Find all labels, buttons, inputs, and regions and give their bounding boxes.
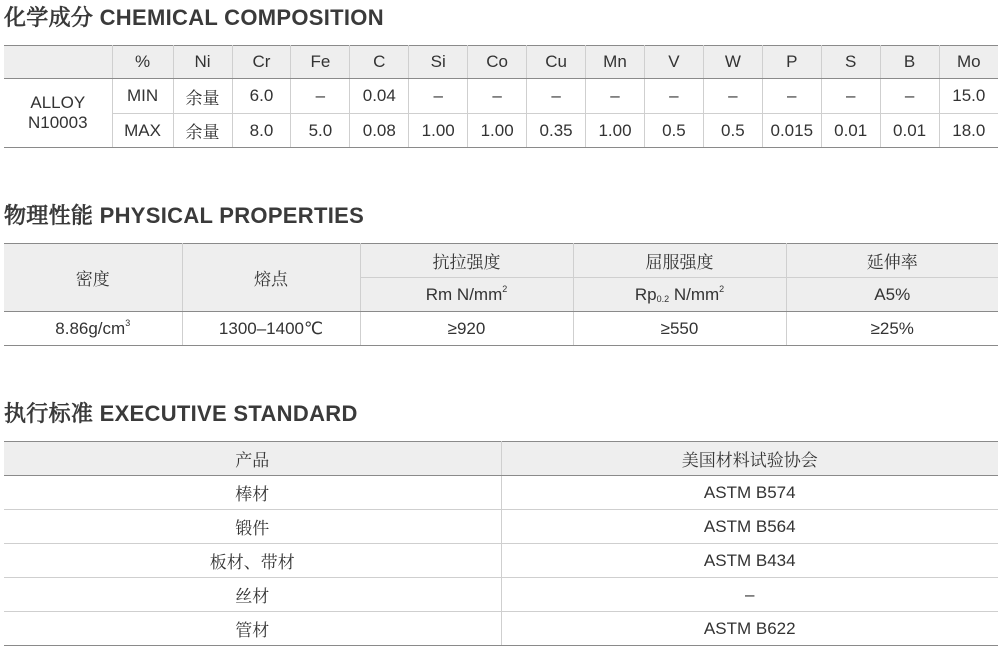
chemical-value-cell: – [409,79,468,114]
chemical-row-min [4,79,998,114]
chemical-value-cell: 余量 [173,79,232,114]
tensile-strength-header: 抗拉强度 [360,244,573,278]
melting-point-value: 1300–1400℃ [182,312,360,346]
elongation-header: 延伸率 [786,244,998,278]
product-cell: 板材、带材 [4,544,501,578]
standard-section-title: 执行标准 EXECUTIVE STANDARD [4,401,358,426]
chemical-value-cell: 0.01 [880,114,939,148]
chemical-header-cell: Mo [939,46,998,79]
chemical-value-cell: 0.04 [350,79,409,114]
standard-header-row [4,442,998,476]
chemical-header-cell: Si [409,46,468,79]
standard-column-header: 美国材料试验协会 [501,442,998,476]
chemical-value-cell: 5.0 [291,114,350,148]
chemical-header-cell: Cr [232,46,291,79]
chemical-row-max [4,114,998,148]
chemical-header-cell: W [703,46,762,79]
chemical-table [4,45,998,148]
chemical-value-cell: – [821,79,880,114]
chemical-value-cell: 0.35 [527,114,586,148]
chemical-value-cell: – [468,79,527,114]
chemical-value-cell: – [703,79,762,114]
yield-unit [573,278,786,312]
chemical-value-cell: 0.015 [762,114,821,148]
chemical-value-cell: – [586,79,645,114]
table-row [4,612,998,646]
melting-point-header: 熔点 [182,244,360,312]
chemical-header-cell: % [112,46,173,79]
density-value-text: 8.86g/cm [55,318,126,338]
chemical-value-cell: 0.01 [821,114,880,148]
elongation-unit: A5% [786,278,998,312]
chemical-header-cell: Mn [586,46,645,79]
standard-table [4,441,998,646]
physical-value-row [4,312,998,346]
alloy-line1: ALLOY [30,93,86,112]
standard-cell: ASTM B574 [501,476,998,510]
chemical-value-cell: 余量 [173,114,232,148]
chemical-header-cell: Fe [291,46,350,79]
physical-header-row [4,244,998,278]
row-label-min: MIN [112,79,173,114]
tensile-strength-value: ≥920 [360,312,573,346]
chemical-value-cell: 18.0 [939,114,998,148]
yield-strength-value: ≥550 [573,312,786,346]
yield-unit-sup: 2 [719,283,725,294]
chemical-value-cell: – [762,79,821,114]
chemical-value-cell: – [880,79,939,114]
standard-cell: ASTM B564 [501,510,998,544]
standard-cell: ASTM B434 [501,544,998,578]
product-cell: 锻件 [4,510,501,544]
chemical-value-cell: 1.00 [409,114,468,148]
chemical-section-title: 化学成分 CHEMICAL COMPOSITION [4,5,384,30]
tensile-unit-sup: 2 [502,283,508,294]
chemical-value-cell: 15.0 [939,79,998,114]
product-column-header: 产品 [4,442,501,476]
table-row [4,510,998,544]
chemical-header-cell: Cu [527,46,586,79]
elongation-value: ≥25% [786,312,998,346]
chemical-header-cell: C [350,46,409,79]
product-cell: 棒材 [4,476,501,510]
chemical-value-cell: – [291,79,350,114]
chemical-header-corner [4,46,112,79]
physical-section-title: 物理性能 PHYSICAL PROPERTIES [4,203,365,228]
standard-cell: ASTM B622 [501,612,998,646]
chemical-header-cell: V [644,46,703,79]
chemical-header-cell: P [762,46,821,79]
yield-strength-header: 屈服强度 [573,244,786,278]
table-row [4,544,998,578]
chemical-header-cell: Co [468,46,527,79]
standard-cell: – [501,578,998,612]
chemical-value-cell: 0.5 [644,114,703,148]
chemical-value-cell: – [644,79,703,114]
density-value [4,312,182,346]
chemical-header-cell: Ni [173,46,232,79]
chemical-value-cell: 0.5 [703,114,762,148]
physical-table [4,243,998,346]
chemical-value-cell: 0.08 [350,114,409,148]
tensile-unit [360,278,573,312]
chemical-header-row [4,46,998,79]
density-value-sup: 3 [125,317,131,328]
yield-unit-suffix: N/mm [669,284,720,304]
chemical-value-cell: 1.00 [468,114,527,148]
alloy-name-cell [4,79,112,148]
alloy-line2: N10003 [27,113,88,132]
row-label-max: MAX [112,114,173,148]
chemical-value-cell: 1.00 [586,114,645,148]
chemical-value-cell: 8.0 [232,114,291,148]
chemical-header-cell: B [880,46,939,79]
density-header: 密度 [4,244,182,312]
chemical-header-cell: S [821,46,880,79]
product-cell: 丝材 [4,578,501,612]
tensile-unit-text: Rm N/mm [425,284,503,304]
yield-unit-sub: 0.2 [656,293,670,304]
yield-unit-prefix: Rp [634,284,657,304]
chemical-value-cell: 6.0 [232,79,291,114]
table-row [4,476,998,510]
table-row [4,578,998,612]
chemical-value-cell: – [527,79,586,114]
product-cell: 管材 [4,612,501,646]
